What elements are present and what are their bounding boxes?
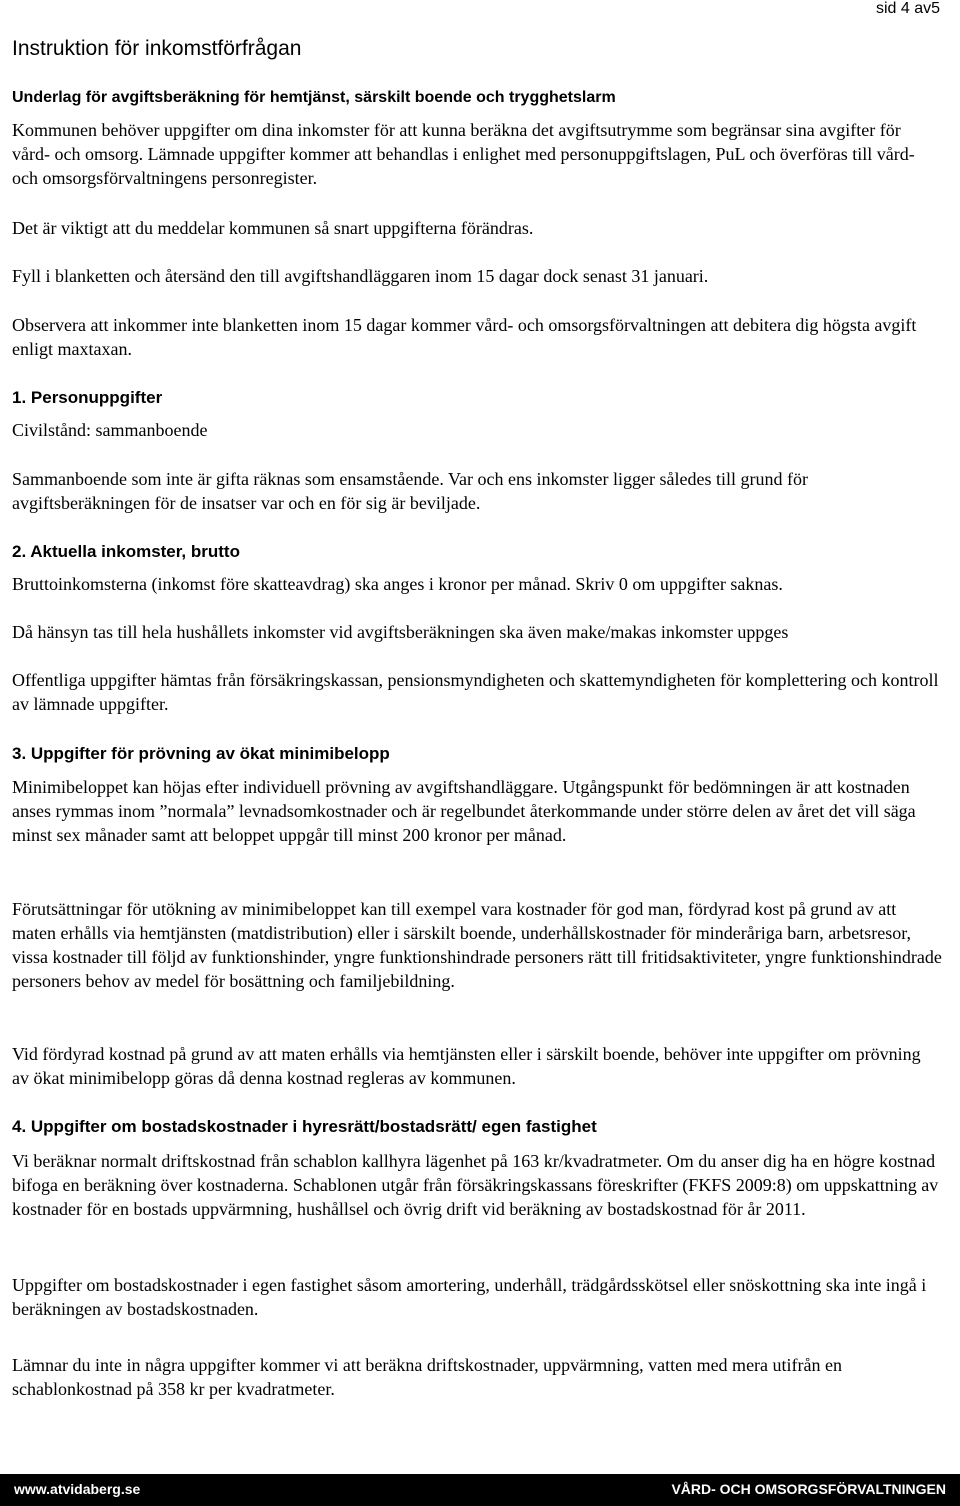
section-2-paragraph-2: Då hänsyn tas till hela hushållets inkomster vid avgiftsberäkningen ska även make/makas inkomster uppges [12, 622, 789, 642]
section-2-paragraph-3: Offentliga uppgifter hämtas från försäkringskassan, pensionsmyndigheten och skattemyndigheten för komplettering och kontroll av lämnade uppgifter. [12, 670, 939, 714]
footer-website-link[interactable]: www.atvidaberg.se [14, 1481, 141, 1497]
document-subtitle: Underlag för avgiftsberäkning för hemtjänst, särskilt boende och trygghetslarm [12, 89, 616, 106]
intro-paragraph-2: Det är viktigt att du meddelar kommunen så snart uppgifterna förändras. [12, 218, 534, 238]
section-1-civilstand: Civilstånd: sammanboende [12, 420, 208, 440]
section-3-paragraph-1: Minimibeloppet kan höjas efter individuell prövning av avgiftshandläggare. Utgångspunkt för bedömningen är att kostnaden anses rymmas inom ”normala” levnadsomkostnader och är regelbundet återkommande under större delen av året det vill säga minst sex månader samt att beloppet uppgår till minst 200 kronor per månad. [12, 777, 916, 845]
section-4-paragraph-3: Lämnar du inte in några uppgifter kommer vi att beräkna driftskostnader, uppvärmning, vatten med mera utifrån en schablonkostnad på 358 kr per kvadratmeter. [12, 1355, 843, 1399]
section-4-heading: 4. Uppgifter om bostadskostnader i hyresrätt/bostadsrätt/ egen fastighet [12, 1117, 597, 1136]
section-3-paragraph-2: Förutsättningar för utökning av minimibeloppet kan till exempel vara kostnader för god man, fördyrad kost på grund av att maten erhålls via hemtjänsten (matdistribution) eller i särskilt boende, underhållskostnader för minderåriga barn, arbetsresor, vissa kostnader till följd av funktionshinder, yngre funktionshindrade personers rätt till fritidsaktiviteter, yngre funktionshindrade personers behov av medel för bosättning och familjebildning. [12, 899, 942, 991]
section-1-heading: 1. Personuppgifter [12, 388, 163, 407]
footer-bar [0, 1474, 960, 1506]
section-4-paragraph-2: Uppgifter om bostadskostnader i egen fastighet såsom amortering, underhåll, trädgårdsskötsel eller snöskottning ska inte ingå i beräkningen av bostadskostnaden. [12, 1275, 927, 1319]
intro-paragraph-4: Observera att inkommer inte blanketten inom 15 dagar kommer vård- och omsorgsförvaltningen att debitera dig högsta avgift enligt maxtaxan. [12, 315, 917, 359]
section-3-heading: 3. Uppgifter för prövning av ökat minimibelopp [12, 744, 390, 763]
intro-paragraph-1: Kommunen behöver uppgifter om dina inkomster för att kunna beräkna det avgiftsutrymme som begränsar sina avgifter för vård- och omsorg. Lämnade uppgifter kommer att behandlas i enlighet med personuppgiftslagen, PuL och överföras till vård- och omsorgsförvaltningens personregister. [12, 120, 915, 188]
section-2-heading: 2. Aktuella inkomster, brutto [12, 542, 240, 561]
document-title: Instruktion för inkomstförfrågan [12, 37, 302, 60]
section-2-paragraph-1: Bruttoinkomsterna (inkomst före skatteavdrag) ska anges i kronor per månad. Skriv 0 om uppgifter saknas. [12, 574, 783, 594]
section-4-paragraph-1: Vi beräknar normalt driftskostnad från schablon kallhyra lägenhet på 163 kr/kvadratmeter. Om du anser dig ha en högre kostnad bifoga en beräkning över kostnaderna. Schablonen utgår från försäkringskassans föreskrifter (FKFS 2009:8) om uppskattning av kostnader för en bostads uppvärmning, hushållsel och övrig drift vid beräkning av bostadskostnad för år 2011. [12, 1151, 939, 1219]
footer-department-name: VÅRD- OCH OMSORGSFÖRVALTNINGEN [671, 1481, 946, 1497]
intro-paragraph-3: Fyll i blanketten och återsänd den till avgiftshandläggaren inom 15 dagar dock senast 31 januari. [12, 266, 709, 286]
section-3-paragraph-3: Vid fördyrad kostnad på grund av att maten erhålls via hemtjänsten eller i särskilt boende, behöver inte uppgifter om prövning av ökat minimibelopp göras då denna kostnad regleras av kommunen. [12, 1044, 921, 1088]
section-1-paragraph-1: Sammanboende som inte är gifta räknas som ensamstående. Var och ens inkomster ligger således till grund för avgiftsberäkningen för de insatser var och en för sig är beviljade. [12, 469, 808, 513]
page-number: sid 4 av5 [875, 0, 940, 17]
